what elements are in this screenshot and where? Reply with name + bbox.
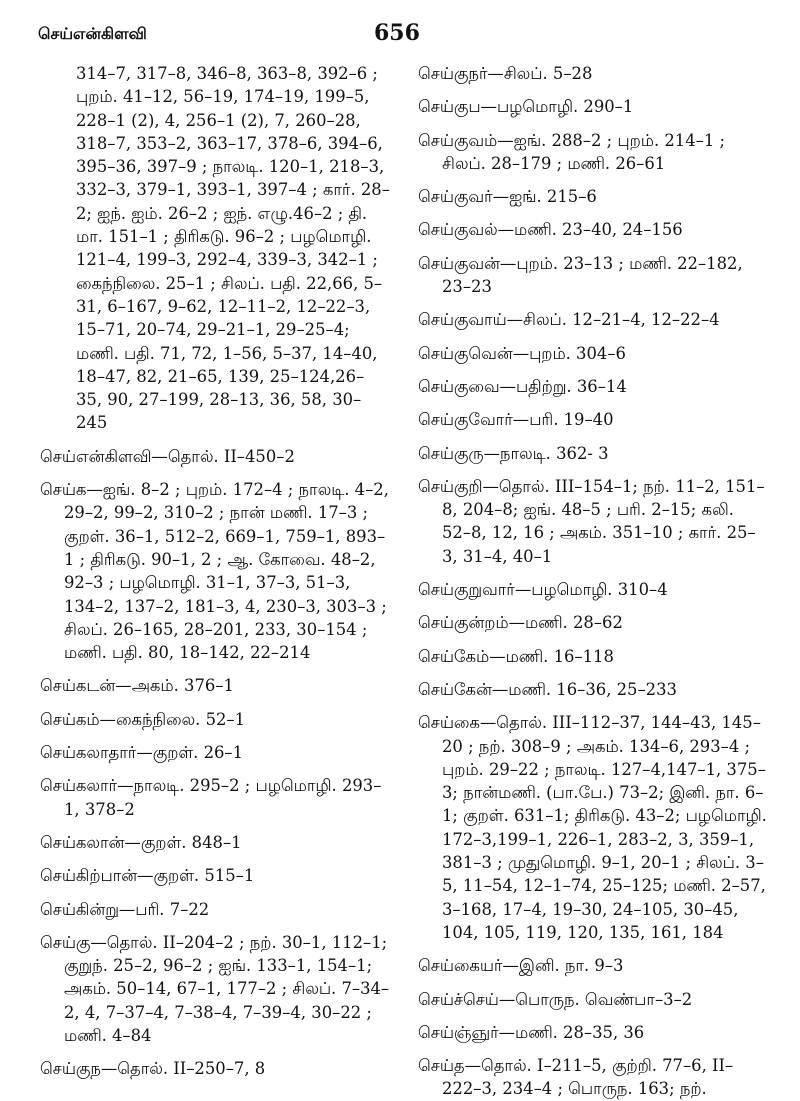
index-entry: செய்கேம்—மணி. 16–118 (418, 646, 614, 666)
index-entry-continuation: 314–7, 317–8, 346–8, 363–8, 392–6 ; புறம். 41–12, 56–19, 174–19, 199–5, 228–1 (2), 4, 256–1 (2), 7, 260–28, 318–7, 353–2, 363–17, 378–6, 394–6, 395–36, 397–9 ; நாலடி. 120–1, 218–3, 332–3, 379–1, 393–1, 397–4 ; கார். 28–2; ஐந். ஐம். 26–2 ; ஐந். எழு.46–2 ; தி. மா. 151–1 ; திரிகடு. 96–2 ; பழமொழி. 121–4, 199–3, 292–4, 339–3, 342–1 ; கைந்நிலை. 25–1 ; சிலப். பதி. 22,66, 5–31, 6–167, 9–62, 12–11–2, 12–22–3, 15–71, 20–74, 29–21–1, 29–25–4; மணி. பதி. 71, 72, 1–56, 5–37, 14–40, 18–47, 82, 21–65, 139, 25–124,26–35, 90, 27–199, 28–13, 36, 58, 30–245 (76, 64, 390, 433)
index-entry: செய்குநர்—சிலப். 5–28 (418, 64, 593, 83)
index-entry: செய்கையர்—இனி. நா. 9–3 (418, 956, 624, 976)
index-entry: செய்குவர்—ஐங். 215–6 (418, 187, 597, 207)
index-entry: செய்கலான்—குறள். 848–1 (40, 832, 242, 852)
index-entry: செய்கு—தொல். II–204–2 ; நற். 30–1, 112–1; குறுந். 25–2, 96–2 ; ஐங். 133–1, 154–1; அகம். 50–14, 67–1, 177–2 ; சிலப். 7–34–2, 4, 7–37–4, 7–38–4, 7–39–4, 30–22 ; மணி. 4–84 (40, 932, 390, 1045)
page-header (0, 20, 800, 56)
running-head-word: செய்என்கிளவி (38, 24, 147, 43)
index-entry: செய்க—ஐங். 8–2 ; புறம். 172–4 ; நாலடி. 4–2, 29–2, 99–2, 310–2 ; நான் மணி. 17–3 ; குறள். 36–1, 512–2, 669–1, 759–1, 893–1 ; திரிகடு. 90–1, 2 ; ஆ. கோவை. 48–2, 92–3 ; பழமொழி. 31–1, 37–3, 51–3, 134–2, 137–2, 181–3, 4, 230–3, 303–3 ; சிலப். 26–165, 28–201, 233, 30–154 ; மணி. பதி. 80, 18–142, 22–214 (40, 480, 389, 663)
index-entry: செய்கலார்—நாலடி. 295–2 ; பழமொழி. 293–1, 378–2 (40, 776, 382, 819)
index-entry: செய்குவம்—ஐங். 288–2 ; புறம். 214–1 ; சிலப். 28–179 ; மணி. 26–61 (418, 130, 726, 173)
index-entry: செய்கின்று—பரி. 7–22 (40, 899, 210, 919)
index-entry: செய்குப—பழமொழி. 290–1 (418, 97, 634, 117)
index-entry: செய்குவென்—புறம். 304–6 (418, 343, 626, 363)
index-entry: செய்குந—தொல். II–250–7, 8 (40, 1059, 266, 1079)
index-entry: செய்குவாய்—சிலப். 12–21–4, 12–22–4 (418, 310, 720, 330)
page-number: 656 (374, 20, 420, 46)
index-entry: செய்கிற்பான்—குறள். 515–1 (40, 866, 255, 886)
index-entry: செய்குவை—பதிற்று. 36–14 (418, 376, 627, 396)
right-column (418, 62, 768, 1101)
index-entry: செய்கலாதார்—குறள். 26–1 (40, 743, 244, 763)
index-entry: செய்ச்செய்—பொருந. வெண்பா–3–2 (418, 989, 693, 1009)
index-entry: செய்என்கிளவி—தொல். II–450–2 (40, 446, 295, 466)
index-entry: செய்குறுவார்—பழமொழி. 310–4 (418, 580, 668, 600)
index-entry: செய்கேன்—மணி. 16–36, 25–233 (418, 679, 677, 699)
index-entry: செய்ஞ்ஞுர்—மணி. 28–35, 36 (418, 1022, 645, 1042)
index-entry: செய்குறி—தொல். III–154–1; நற். 11–2, 151–8, 204–8; ஐங். 48–5 ; பரி. 2–15; கலி. 52–8, 12, 16 ; அகம். 351–10 ; கார். 25–3, 31–4, 40–1 (418, 476, 765, 566)
index-entry: செய்கம்—கைந்நிலை. 52–1 (40, 709, 246, 729)
index-entry: செய்குவோர்—பரி. 19–40 (418, 410, 614, 430)
index-entry: செய்குரு—நாலடி. 362- 3 (418, 443, 609, 463)
index-entry: செய்குன்றம்—மணி. 28–62 (418, 613, 623, 633)
left-column (40, 62, 390, 1081)
index-entry: செய்கடன்—அகம். 376–1 (40, 676, 234, 696)
index-entry: செய்கை—தொல். III–112–37, 144–43, 145–20 ; நற். 308–9 ; அகம். 134–6, 293–4 ; புறம். 29–22 ; நாலடி. 127–4,147–1, 375–3; நான்மணி. (பா.பே.) 73–2; இனி. நா. 6–1; குறள். 631–1; திரிகடு. 43–2; பழமொழி. 172–3,199–1, 226–1, 283–2, 3, 359–1, 381–3 ; முதுமொழி. 9–1, 20–1 ; சிலப். 3–5, 11–54, 12–1–74, 25–125; மணி. 2–57, 3–168, 17–4, 19–30, 24–105, 30–45, 104, 105, 119, 120, 135, 161, 184 (418, 713, 767, 942)
index-entry: செய்த—தொல். I–211–5, குற்றி. 77–6, II–222–3, 234–4 ; பொருந. 163; நற். (418, 1056, 734, 1099)
index-entry: செய்குவன்—புறம். 23–13 ; மணி. 22–182, 23–23 (418, 253, 743, 297)
index-entry: செய்குவல்—மணி. 23–40, 24–156 (418, 220, 683, 240)
